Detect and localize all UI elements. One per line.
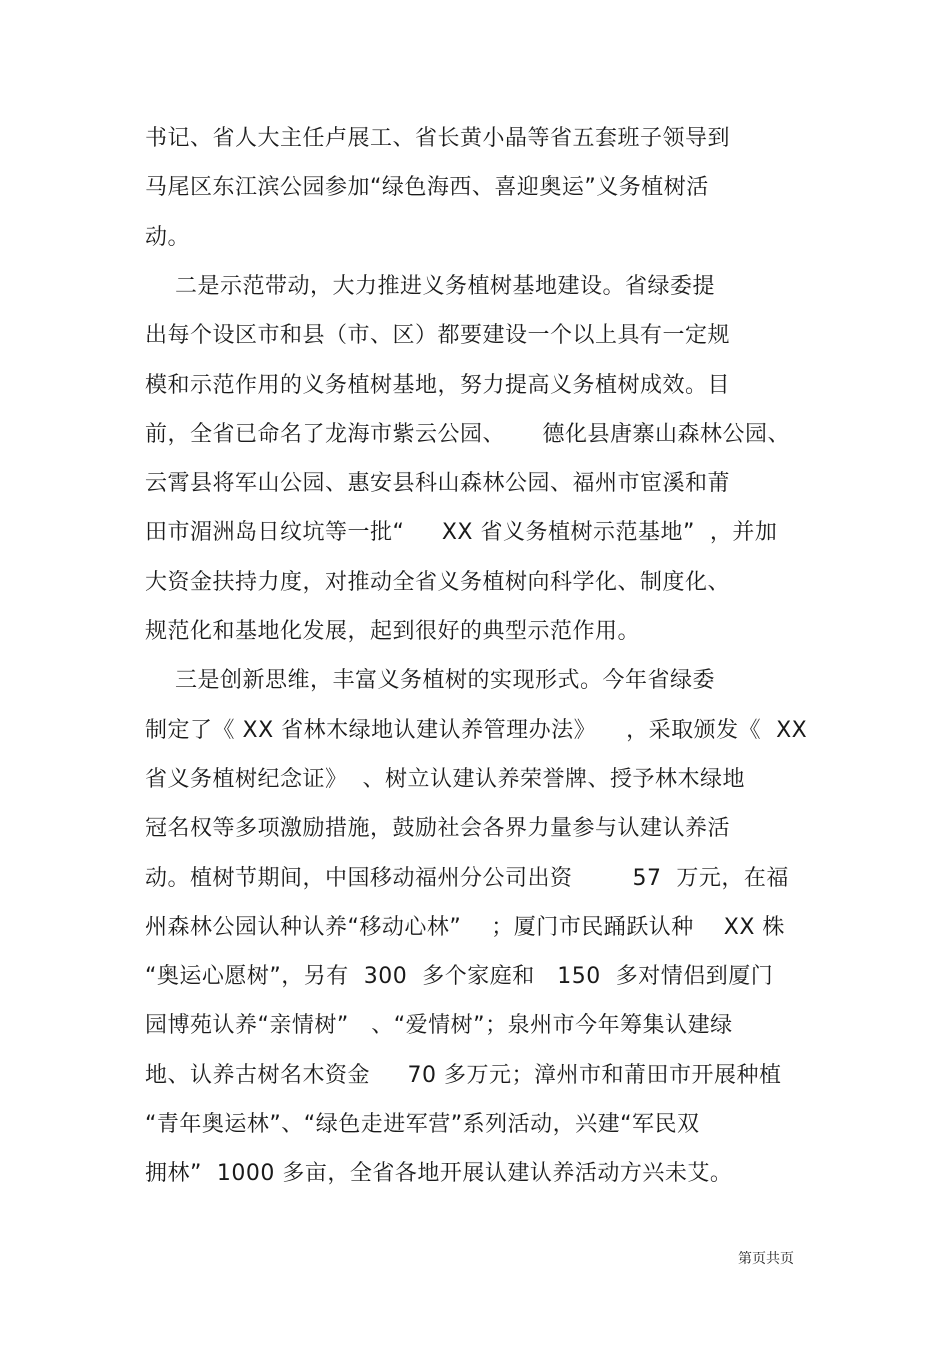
text-line: 三是创新思维，丰富义务植树的实现形式。今年省绿委	[145, 668, 715, 693]
text-line: 拥林” 1000 多亩，全省各地开展认建认养活动方兴未艾。	[145, 1161, 733, 1186]
text-line: 二是示范带动，大力推进义务植树基地建设。省绿委提	[145, 274, 715, 299]
text-line: 书记、省人大主任卢展工、省长黄小晶等省五套班子领导到	[145, 126, 731, 151]
text-line: 动。	[145, 225, 191, 250]
text-line: 省义务植树纪念证》 、树立认建认养荣誉牌、授予林木绿地	[145, 767, 745, 792]
page-footer: 第页共页	[738, 1251, 794, 1267]
text-line: 前，全省已命名了龙海市紫云公园、 德化县唐寨山森林公园、	[145, 422, 790, 447]
text-line: 出每个设区市和县（市、区）都要建设一个以上具有一定规	[145, 323, 731, 348]
text-line: 动。植树节期间，中国移动福州分公司出资 57 万元，在福	[145, 866, 789, 891]
text-line: 云霄县将军山公园、惠安县科山森林公园、福州市宦溪和莆	[145, 471, 731, 496]
text-line: 田市湄洲岛日纹坑等一批“ XX 省义务植树示范基地” ，并加	[145, 520, 778, 545]
text-line: 州森林公园认种认养“移动心林” ；厦门市民踊跃认种 XX 株	[145, 915, 785, 940]
text-line: “奥运心愿树”，另有 300 多个家庭和 150 多对情侣到厦门	[145, 964, 774, 989]
text-line: 马尾区东江滨公园参加“绿色海西、喜迎奥运”义务植树活	[145, 175, 709, 200]
text-line: 地、认养古树名木资金 70 多万元；漳州市和莆田市开展种植	[145, 1063, 782, 1088]
text-line: “青年奥运林”、“绿色走进军营”系列活动，兴建“军民双	[145, 1112, 700, 1137]
text-line: 模和示范作用的义务植树基地，努力提高义务植树成效。目	[145, 373, 731, 398]
text-line: 制定了《 XX 省林木绿地认建认养管理办法》 ，采取颁发《 XX	[145, 718, 808, 743]
text-line: 冠名权等多项激励措施，鼓励社会各界力量参与认建认养活	[145, 816, 731, 841]
text-line: 园博苑认养“亲情树” 、“爱情树”；泉州市今年筹集认建绿	[145, 1013, 733, 1038]
text-line: 大资金扶持力度，对推动全省义务植树向科学化、制度化、	[145, 570, 731, 595]
text-line: 规范化和基地化发展，起到很好的典型示范作用。	[145, 619, 641, 644]
